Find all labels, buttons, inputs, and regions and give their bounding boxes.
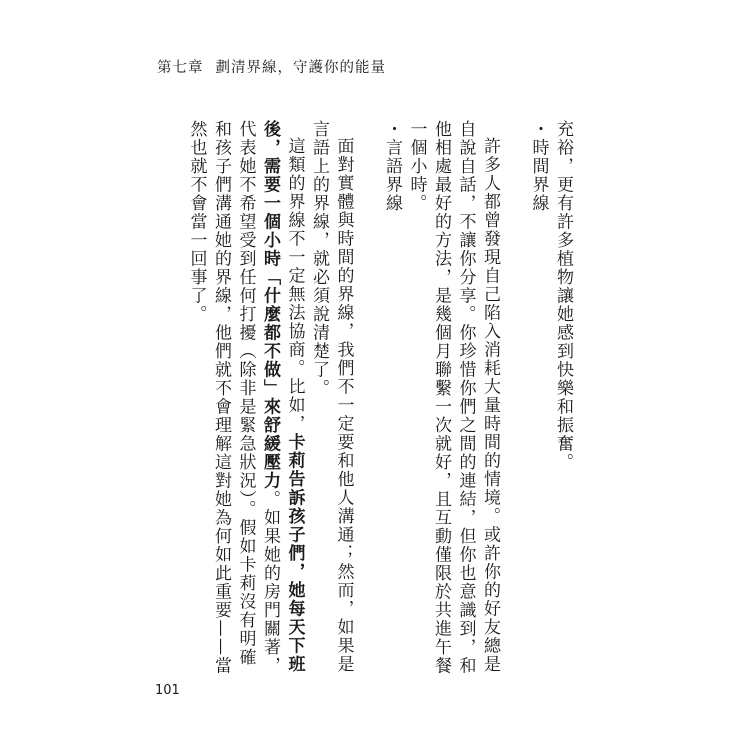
page-number: 101 — [155, 683, 180, 698]
chapter-label: 第七章 — [157, 60, 204, 76]
text-span: 這類的界線不一定無法協商。比如， — [284, 137, 305, 433]
running-header — [157, 56, 386, 77]
text-span: 。如果她的房門關著，代表她不希望受到任何打擾（除非是緊急狀況）。假如卡莉沒有明確和孩子們溝通她的界線，他們就不會理解這對她為何如此重要——當然也就不會當一回事了。 — [186, 120, 280, 675]
chapter-title: 劃清界線，守護你的能量 — [215, 60, 386, 76]
vertical-body-text — [186, 120, 575, 680]
continued-paragraph: 充裕，更有許多植物讓她感到快樂和振奮。 — [553, 120, 573, 472]
emphasized-text: 卡莉告訴孩子們，她每天下班後，需要一個小時「什麼都不做」來舒緩壓力 — [260, 120, 305, 674]
section-heading-verbal-boundary: ・言語界線 — [382, 120, 402, 213]
paragraph-with-emphasis — [184, 120, 307, 680]
paragraph: 許多人都曾發現自己陷入消耗大量時間的情境。或許你的好友總是自說自話，不讓你分享。你珍惜你們之間的連結，但你也意識到，和他相處最好的方法，是幾個月聯繫一次就好，且互動僅限於共進午餐一個小時。 — [406, 120, 500, 675]
paragraph: 面對實體與時間的界線，我們不一定要和他人溝通；然而，如果是言語上的界線，就必須說清楚了。 — [309, 120, 354, 674]
section-heading-time-boundary: ・時間界線 — [528, 120, 549, 213]
